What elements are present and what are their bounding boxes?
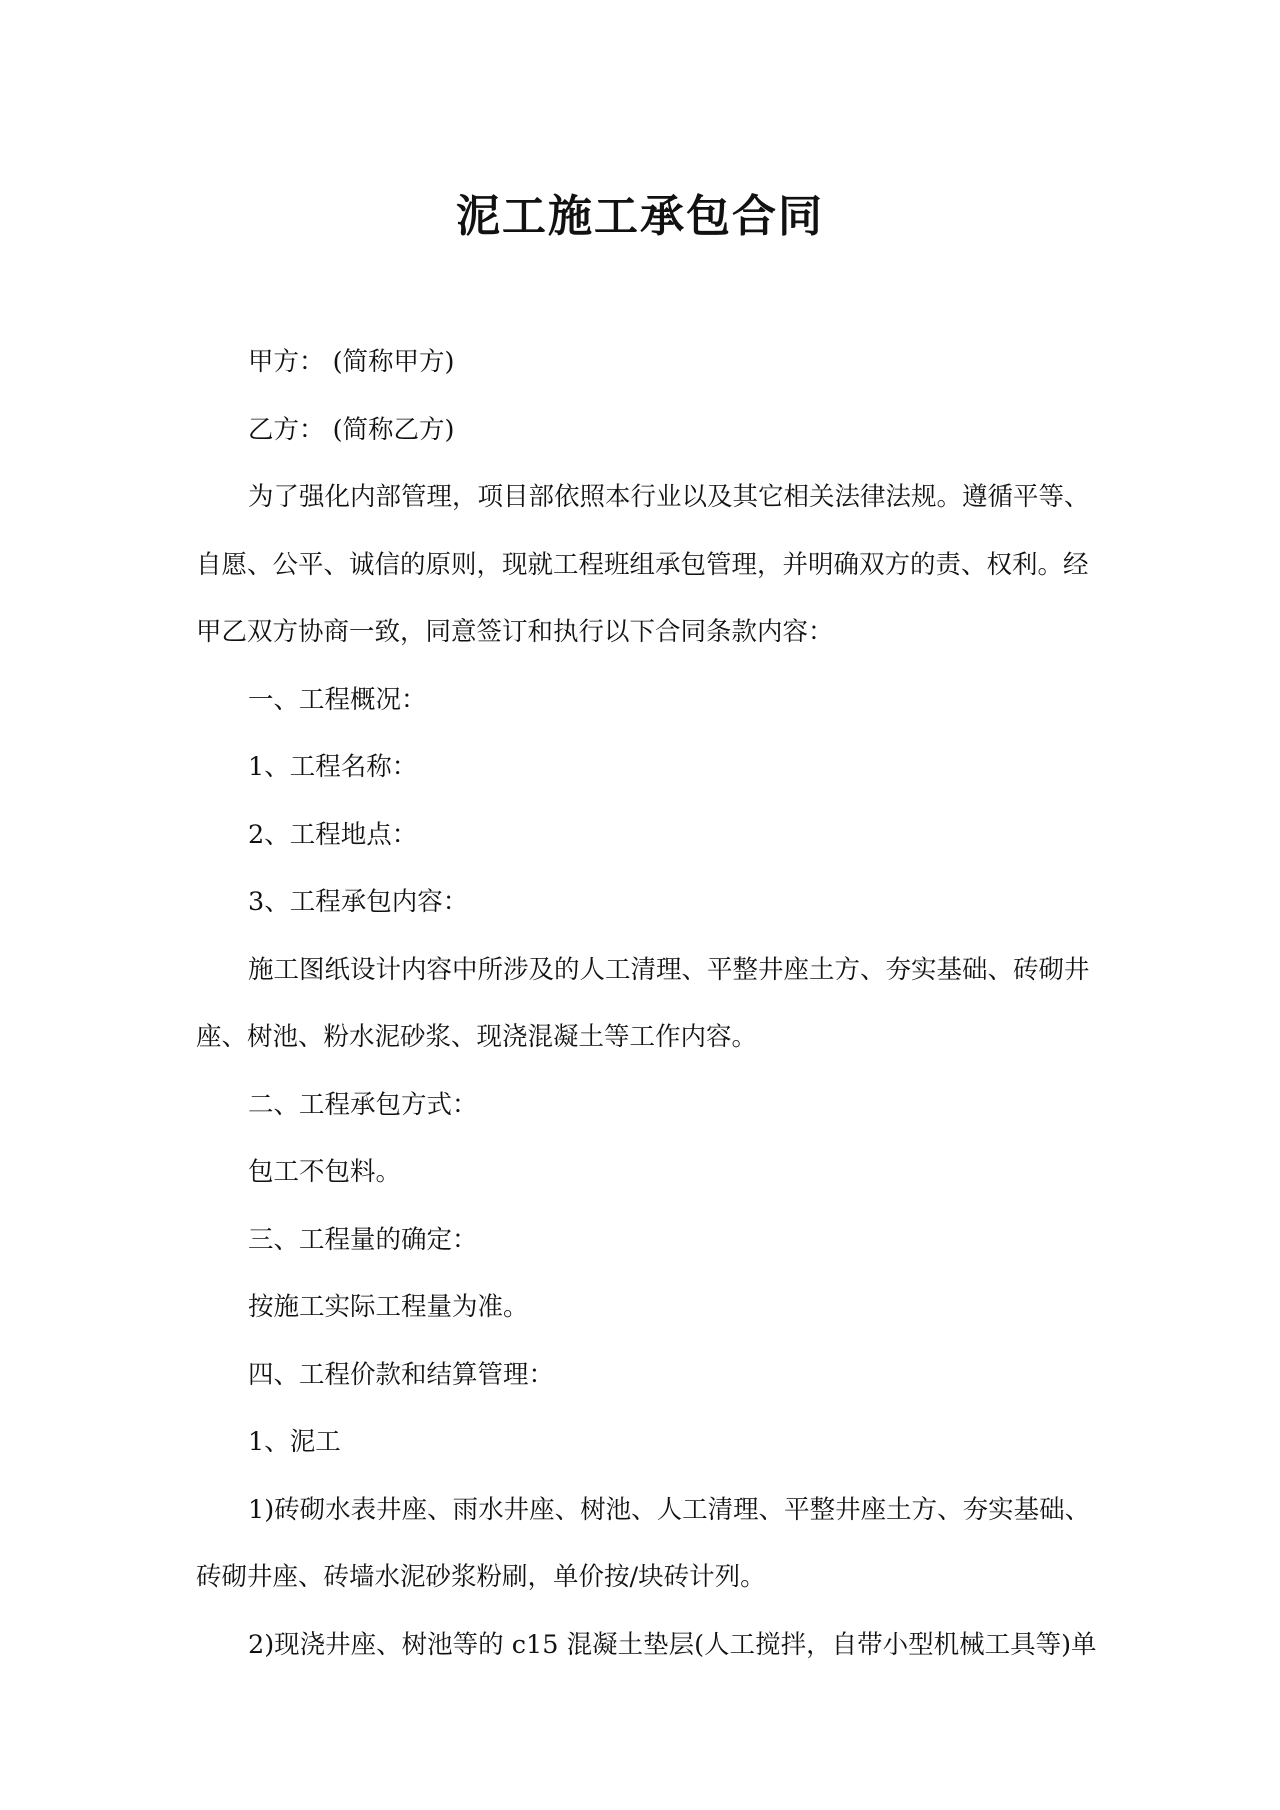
- text-line: 砖砌井座、砖墙水泥砂浆粉刷，单价按/块砖计列。: [196, 1562, 766, 1592]
- text-line: 甲乙双方协商一致，同意签订和执行以下合同条款内容：: [196, 617, 834, 647]
- text-line: 二、工程承包方式：: [248, 1089, 478, 1120]
- text-line: 包工不包料。: [248, 1157, 402, 1187]
- text-line: 2)现浇井座、树池等的 c15 混凝土垫层(人工搅拌，自带小型机械工具等)单: [248, 1629, 1097, 1660]
- text-line: 三、工程量的确定：: [248, 1224, 478, 1255]
- text-line: 为了强化内部管理，项目部依照本行业以及其它相关法律法规。遵循平等、: [248, 482, 1090, 512]
- text-line: 1、泥工: [248, 1427, 341, 1457]
- text-line: 乙方： (简称乙方): [248, 414, 455, 445]
- text-line: 1、工程名称：: [248, 752, 418, 782]
- text-line: 按施工实际工程量为准。: [248, 1292, 529, 1322]
- text-line: 座、树池、粉水泥砂浆、现浇混凝土等工作内容。: [196, 1022, 758, 1052]
- text-line: 2、工程地点：: [248, 819, 418, 850]
- text-line: 施工图纸设计内容中所涉及的人工清理、平整井座土方、夯实基础、砖砌井: [248, 954, 1090, 985]
- text-line: 1)砖砌水表井座、雨水井座、树池、人工清理、平整井座土方、夯实基础、: [248, 1494, 1091, 1525]
- text-line: 自愿、公平、诚信的原则，现就工程班组承包管理，并明确双方的责、权利。经: [196, 549, 1089, 580]
- text-line: 一、工程概况：: [248, 684, 427, 715]
- document-body: [196, 340, 1101, 1690]
- text-line: 甲方： (简称甲方): [248, 347, 455, 377]
- text-line: 四、工程价款和结算管理：: [248, 1359, 555, 1390]
- document-title: 泥工施工承包合同: [456, 191, 824, 242]
- text-line: 3、工程承包内容：: [248, 887, 469, 917]
